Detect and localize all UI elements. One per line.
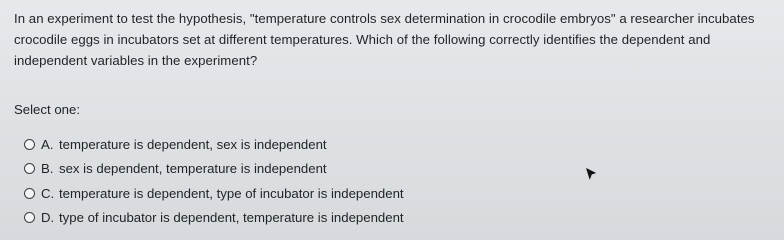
select-one-label: Select one: xyxy=(14,102,80,117)
radio-b[interactable] xyxy=(24,163,35,174)
option-d-text[interactable]: type of incubator is dependent, temperature is independent xyxy=(59,210,404,226)
radio-a[interactable] xyxy=(24,139,35,150)
radio-c[interactable] xyxy=(24,188,35,199)
radio-d[interactable] xyxy=(24,212,35,223)
question-text: In an experiment to test the hypothesis, "temperature controls sex determination in crocodile embryos" a researcher incubates crocodile eggs in incubators set at different temperatures. Which of the following correctly identifies the dependent and independent variables in the experiment? xyxy=(14,11,755,68)
option-b-letter: B. xyxy=(41,161,54,177)
option-b[interactable] xyxy=(24,157,744,182)
mouse-pointer-icon xyxy=(586,168,596,180)
answer-options xyxy=(24,132,744,230)
option-c-text[interactable]: temperature is dependent, type of incubator is independent xyxy=(59,185,404,201)
option-a-letter: A. xyxy=(41,136,54,152)
option-d[interactable] xyxy=(24,206,744,231)
option-c-letter: C. xyxy=(41,185,55,201)
option-c[interactable] xyxy=(24,181,744,206)
option-d-letter: D. xyxy=(41,210,55,226)
option-b-text[interactable]: sex is dependent, temperature is independent xyxy=(59,161,327,177)
option-a-text[interactable]: temperature is dependent, sex is independent xyxy=(59,136,327,152)
option-a[interactable] xyxy=(24,132,744,157)
